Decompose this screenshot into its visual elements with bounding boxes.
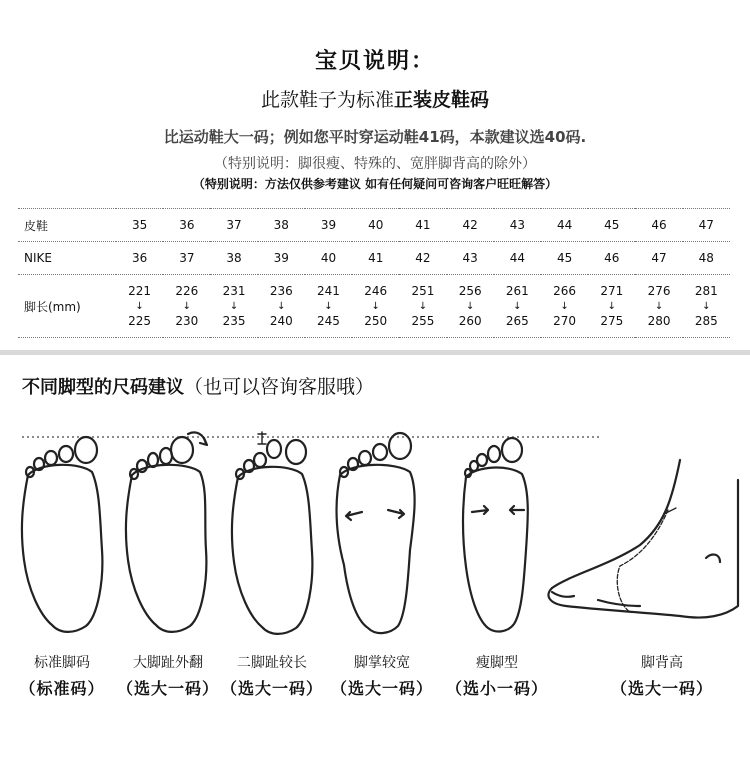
foot-length-cell: 236 ↓ 240 bbox=[258, 275, 305, 338]
size-row bbox=[18, 242, 730, 275]
section-title bbox=[22, 372, 374, 399]
size-cell: 47 bbox=[683, 209, 730, 242]
row-header: 脚长(mm) bbox=[18, 275, 116, 338]
size-cell: 44 bbox=[541, 209, 588, 242]
size-cell: 39 bbox=[305, 209, 352, 242]
wide-foot-icon bbox=[337, 433, 415, 633]
slim-foot-icon bbox=[463, 438, 528, 631]
divider bbox=[0, 350, 750, 355]
size-cell: 41 bbox=[399, 209, 446, 242]
size-table bbox=[18, 208, 730, 338]
size-cell: 45 bbox=[588, 209, 635, 242]
foot-type-advice: （选大一码） bbox=[330, 679, 433, 698]
section-title-extra: （也可以咨询客服哦） bbox=[184, 376, 375, 398]
size-cell: 35 bbox=[116, 209, 163, 242]
exception-note: （特别说明：脚很瘦、特殊的、宽胖脚背高的除外） bbox=[214, 156, 536, 172]
foot-type-name: 标准脚码 bbox=[34, 655, 90, 671]
size-cell: 44 bbox=[494, 242, 541, 275]
foot-length-cell: 246 ↓ 250 bbox=[352, 275, 399, 338]
size-cell: 37 bbox=[163, 242, 210, 275]
size-cell: 46 bbox=[635, 209, 682, 242]
foot-length-cell: 241 ↓ 245 bbox=[305, 275, 352, 338]
foot-type-advice: （选小一码） bbox=[445, 679, 548, 698]
size-cell: 43 bbox=[494, 209, 541, 242]
size-cell: 36 bbox=[116, 242, 163, 275]
size-cell: 42 bbox=[399, 242, 446, 275]
foot-type-advice: （选大一码） bbox=[220, 679, 323, 698]
foot-length-cell: 266 ↓ 270 bbox=[541, 275, 588, 338]
foot-type-advice: （选大一码） bbox=[610, 679, 713, 698]
foot-type-name: 脚背高 bbox=[641, 655, 683, 671]
foot-length-row bbox=[18, 275, 730, 338]
size-cell: 38 bbox=[258, 209, 305, 242]
foot-length-cell: 281 ↓ 285 bbox=[683, 275, 730, 338]
size-cell: 42 bbox=[447, 209, 494, 242]
size-cell: 46 bbox=[588, 242, 635, 275]
foot-type-advice: （选大一码） bbox=[116, 679, 219, 698]
subtitle-bold: 正装皮鞋码 bbox=[394, 89, 490, 111]
size-cell: 40 bbox=[352, 209, 399, 242]
high-instep-foot-icon bbox=[548, 460, 738, 618]
foot-length-cell: 276 ↓ 280 bbox=[635, 275, 682, 338]
foot-length-cell: 231 ↓ 235 bbox=[210, 275, 257, 338]
foot-length-cell: 251 ↓ 255 bbox=[399, 275, 446, 338]
foot-length-cell: 256 ↓ 260 bbox=[447, 275, 494, 338]
size-cell: 38 bbox=[210, 242, 257, 275]
size-cell: 48 bbox=[683, 242, 730, 275]
size-cell: 36 bbox=[163, 209, 210, 242]
subtitle-plain: 此款鞋子为标准 bbox=[260, 89, 394, 111]
size-advice-line: 比运动鞋大一码；例如您平时穿运动鞋41码，本款建议选40码. bbox=[163, 128, 587, 146]
foot-type-advice: （标准码） bbox=[19, 679, 105, 698]
size-cell: 41 bbox=[352, 242, 399, 275]
disclaimer-note: （特别说明：方法仅供参考建议 如有任何疑问可咨询客户旺旺解答） bbox=[192, 177, 558, 191]
row-header: 皮鞋 bbox=[18, 209, 116, 242]
foot-types-illustration bbox=[0, 420, 750, 650]
foot-type-name: 大脚趾外翻 bbox=[133, 655, 203, 671]
size-cell: 37 bbox=[210, 209, 257, 242]
size-cell: 39 bbox=[258, 242, 305, 275]
size-cell: 45 bbox=[541, 242, 588, 275]
standard-foot-icon bbox=[22, 437, 102, 632]
row-header: NIKE bbox=[18, 242, 116, 275]
foot-length-cell: 261 ↓ 265 bbox=[494, 275, 541, 338]
foot-type-name: 二脚趾较长 bbox=[237, 655, 307, 671]
page-title: 宝贝说明： bbox=[314, 49, 435, 74]
foot-type-name: 脚掌较宽 bbox=[354, 655, 410, 671]
size-cell: 43 bbox=[447, 242, 494, 275]
foot-type-name: 瘦脚型 bbox=[476, 655, 518, 671]
size-cell: 40 bbox=[305, 242, 352, 275]
section-title-bold: 不同脚型的尺码建议 bbox=[22, 377, 184, 398]
foot-length-cell: 226 ↓ 230 bbox=[163, 275, 210, 338]
size-row bbox=[18, 209, 730, 242]
bunion-foot-icon bbox=[126, 432, 207, 631]
subtitle bbox=[0, 85, 750, 112]
long-second-toe-foot-icon bbox=[232, 432, 312, 634]
size-cell: 47 bbox=[635, 242, 682, 275]
foot-length-cell: 271 ↓ 275 bbox=[588, 275, 635, 338]
foot-length-cell: 221 ↓ 225 bbox=[116, 275, 163, 338]
